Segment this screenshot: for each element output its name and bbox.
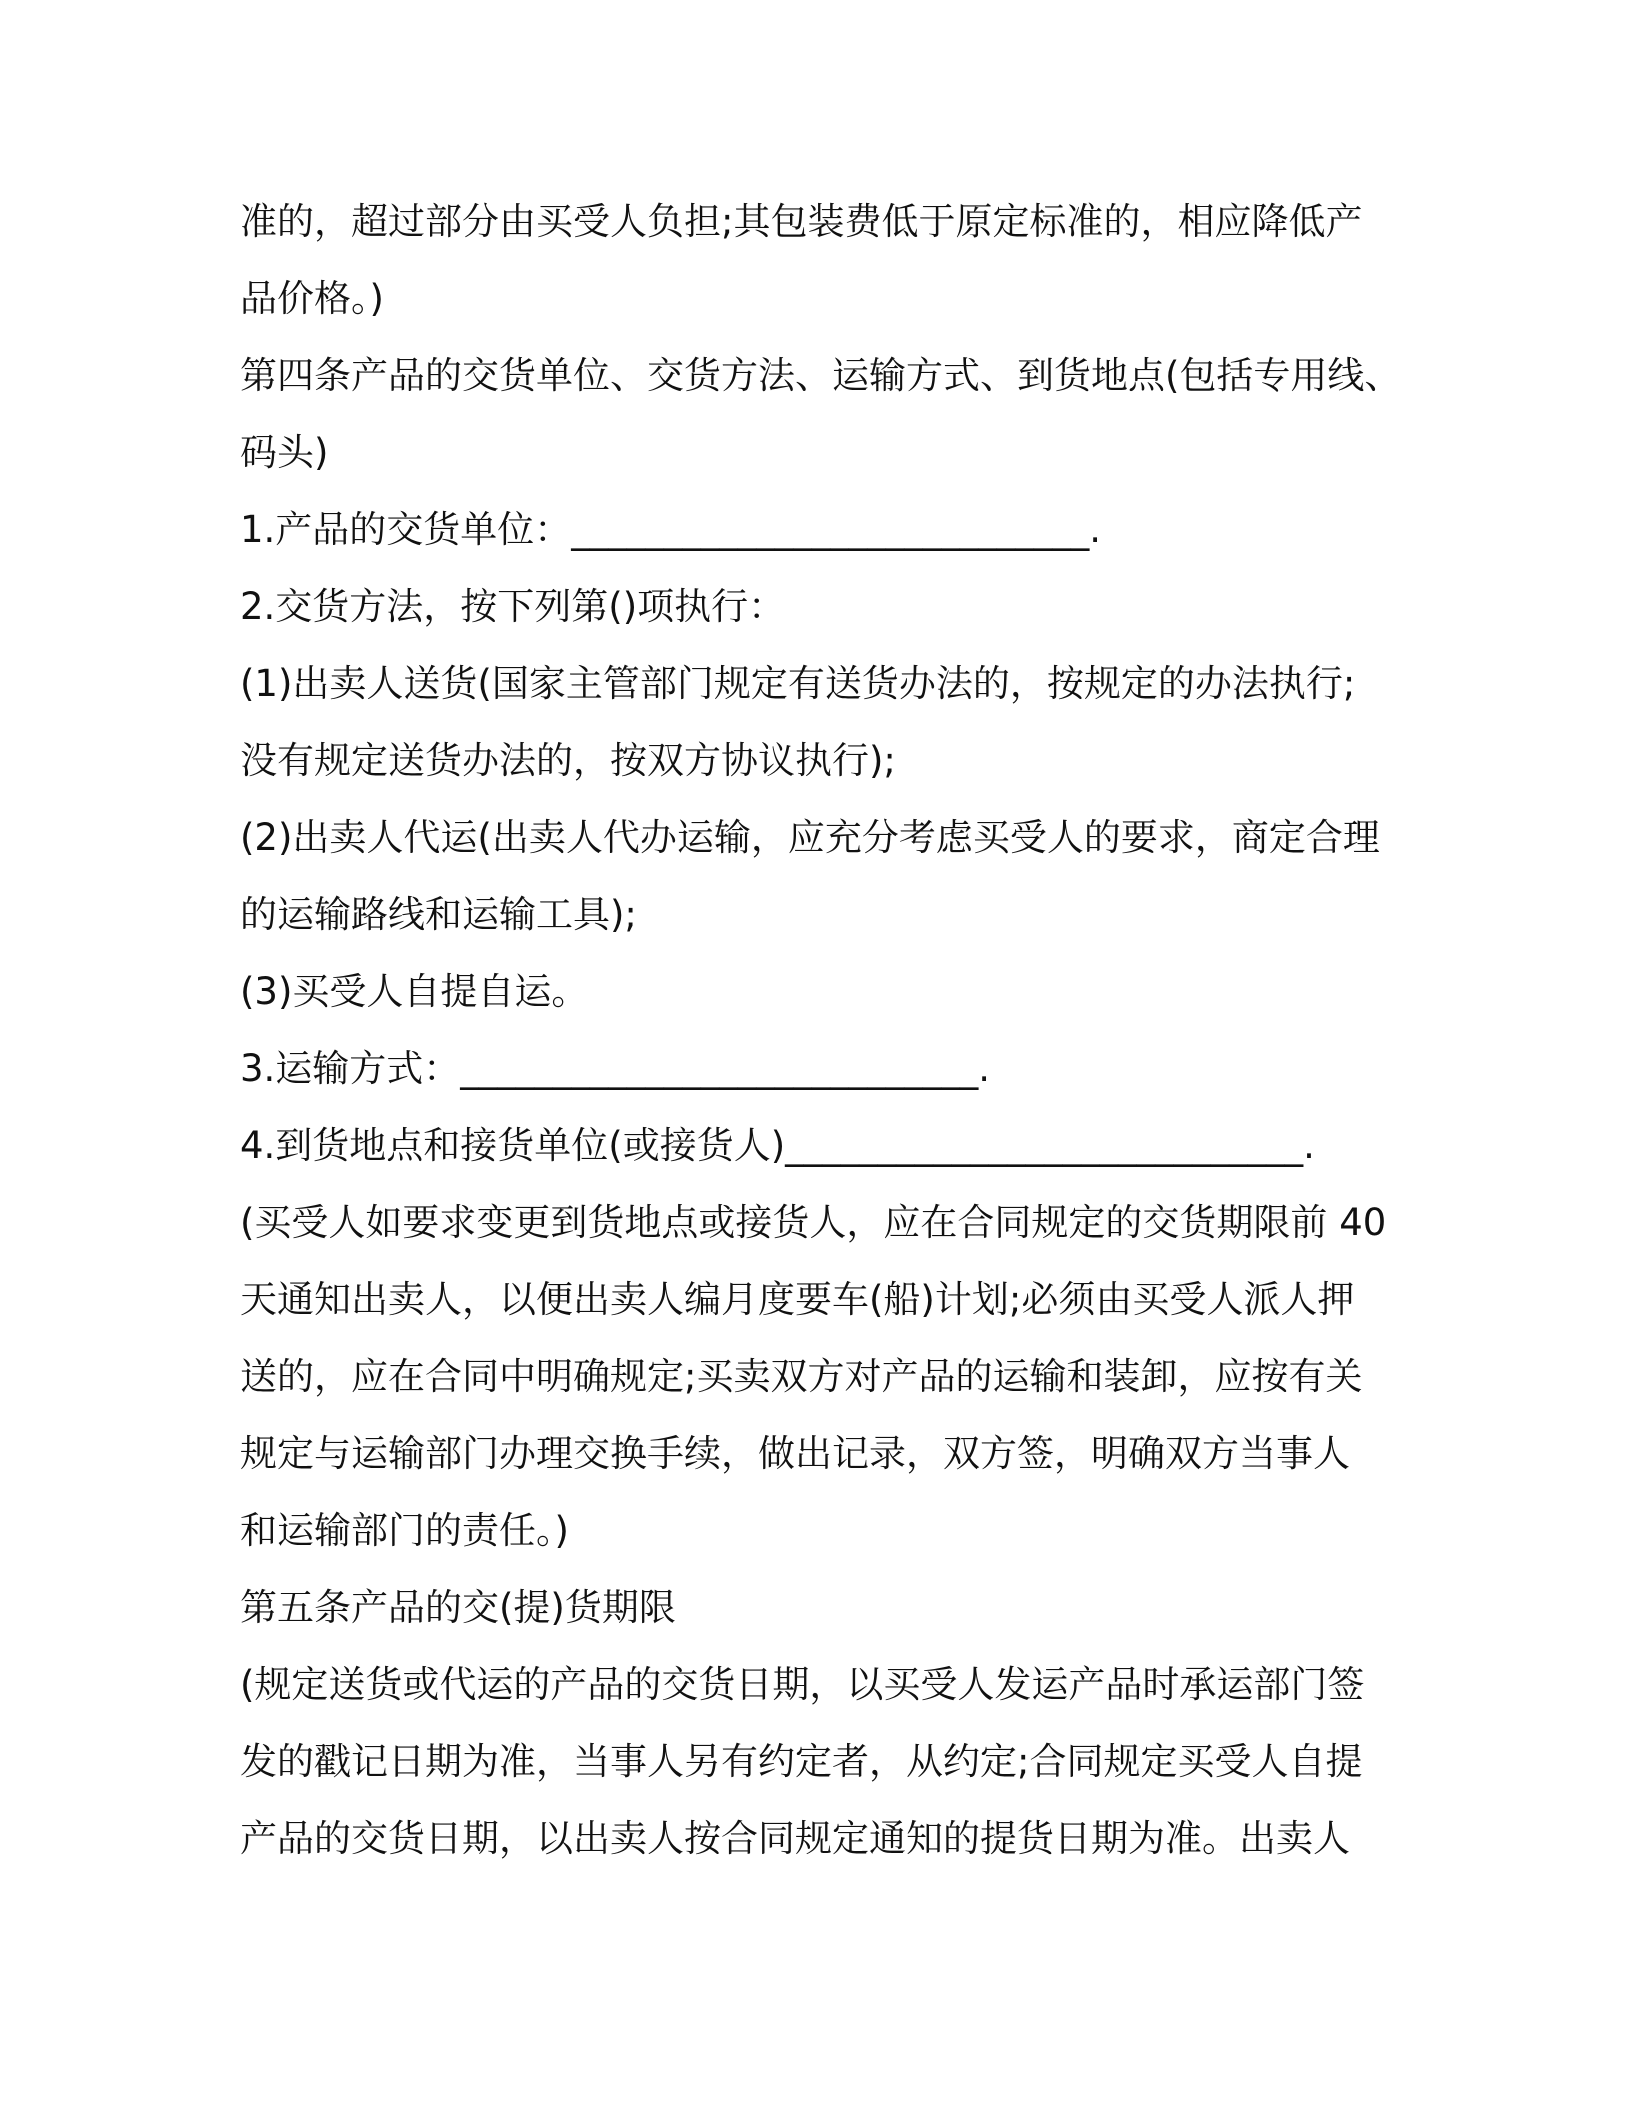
text-line: (1)出卖人送货(国家主管部门规定有送货办法的，按规定的办法执行; [240,662,1356,705]
blank-field-line: 1.产品的交货单位：____________________________. [240,508,1102,551]
text-line: 品价格。) [240,277,384,320]
text-line: 和运输部门的责任。) [240,1509,569,1552]
document-body [240,183,1420,1877]
text-line: 送的，应在合同中明确规定;买卖双方对产品的运输和装卸，应按有关 [240,1355,1363,1398]
text-line: 2.交货方法，按下列第()项执行： [240,585,786,628]
text-line: 发的戳记日期为准，当事人另有约定者，从约定;合同规定买受人自提 [240,1740,1363,1783]
article-heading: 第五条产品的交(提)货期限 [240,1586,676,1629]
text-line: (2)出卖人代运(出卖人代办运输，应充分考虑买受人的要求，商定合理 [240,816,1380,859]
text-line: (买受人如要求变更到货地点或接货人，应在合同规定的交货期限前 40 [240,1201,1387,1244]
text-line: 没有规定送货办法的，按双方协议执行); [240,739,896,782]
text-line: (3)买受人自提自运。 [240,970,589,1013]
text-line: 规定与运输部门办理交换手续，做出记录，双方签，明确双方当事人 [240,1432,1350,1475]
text-line: (规定送货或代运的产品的交货日期，以买受人发运产品时承运部门签 [240,1663,1365,1706]
text-line: 码头) [240,431,329,474]
article-heading: 第四条产品的交货单位、交货方法、运输方式、到货地点(包括专用线、 [240,354,1402,397]
text-line: 产品的交货日期，以出卖人按合同规定通知的提货日期为准。出卖人 [240,1817,1350,1860]
text-line: 准的，超过部分由买受人负担;其包装费低于原定标准的，相应降低产 [240,200,1363,243]
blank-field-line: 3.运输方式：____________________________. [240,1047,991,1090]
blank-field-line: 4.到货地点和接货单位(或接货人)____________________________. [240,1124,1315,1167]
text-line: 天通知出卖人，以便出卖人编月度要车(船)计划;必须由买受人派人押 [240,1278,1355,1321]
text-line: 的运输路线和运输工具); [240,893,637,936]
